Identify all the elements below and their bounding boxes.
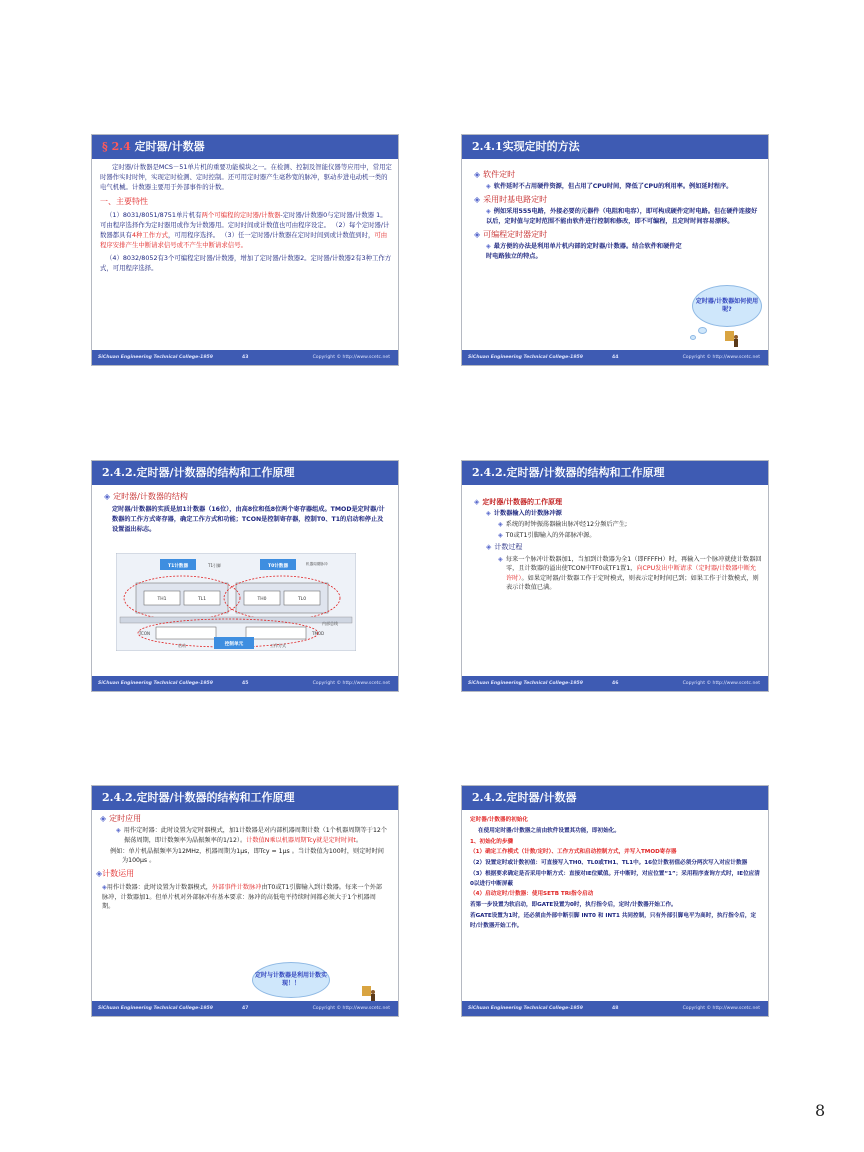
t1-pin-label: T1引脚 (208, 563, 221, 568)
bullet-level2 (116, 826, 392, 845)
bullet-text: 系统的时钟振荡器输出脉冲经12分频后产生; (505, 521, 628, 529)
init-line: （4）启动定时/计数器：使用SETB TRi指令启动 (470, 891, 594, 898)
tl0-label: TL0 (297, 597, 307, 602)
bullet-text: 例如采用555电路，外接必要的元器件（电阻和电容），即可构成硬件定时电路。但在硬件连接好以后，定时值与定时范围不能由软件进行控制和修改，即不可编程，且定时时间容易漂移。 (486, 208, 758, 225)
text-run: 由T0或T1引脚输入到计数器。每来一个外部脉冲，计数器加1。但单片机对外部脉冲有基本要求：脉冲的高低电平持续时间都必须大于1个机器周期。 (102, 884, 383, 911)
bullet-level1 (474, 497, 762, 508)
osc-label: 机器周期脉冲 (306, 562, 328, 566)
init-line: （1）确定工作模式（计数/定时）、工作方式和启动控制方式，并写入TMOD寄存器 (470, 849, 677, 856)
footer-right: Copyright © http://www.scetc.net (682, 681, 760, 686)
diamond-bullet-icon: ◈ (486, 542, 492, 551)
tcon-label: TCON (138, 631, 150, 636)
bus-label: 内部总线 (322, 621, 338, 626)
bullet-level2 (486, 207, 762, 226)
slide-title (92, 135, 398, 159)
diamond-bullet-icon: ◈ (104, 492, 111, 501)
mode-label: 工作方式 (270, 643, 286, 648)
highlight-run: 可由程序安排产生中断请求信号或不产生中断请求信号。 (100, 231, 388, 249)
slide-body (470, 816, 762, 998)
init-line: 在使用定时器/计数器之前由软件设置其功能，即初始化。 (478, 827, 620, 834)
diamond-bullet-icon: ◈ (96, 868, 103, 878)
bullet-text: T0或T1引脚输入的外部脉冲源。 (505, 532, 596, 540)
slide-footer (92, 350, 398, 365)
features-heading: 一、主要特性 (100, 196, 148, 206)
thought-cloud: 定时与计数器是利用计数实现！！ (252, 962, 330, 998)
init-line: 若第一步设置为软启动，即GATE设置为0时，执行指令后，定时/计数器开始工作。 (470, 902, 677, 909)
th0-label: TH0 (257, 597, 267, 602)
thought-bubble-dot (690, 335, 696, 340)
footer-left: SiChuan Engineering Technical College-1959 (468, 1006, 583, 1011)
bullet-text: 采用时基电路定时 (483, 195, 548, 204)
text-run: 。 (355, 837, 363, 844)
slide-body (470, 495, 762, 673)
t0-counter-label: T0计数器 (267, 564, 289, 569)
slide-44 (461, 134, 769, 366)
tmod-label: TMOD (312, 631, 325, 636)
bullet-level2 (486, 182, 762, 192)
footer-left: SiChuan Engineering Technical College-1959 (98, 681, 213, 686)
teacher-icon (725, 331, 739, 347)
bullet-level1 (474, 229, 762, 241)
text-run: 每来一个脉冲计数器加1，当加到计数器为全1（即FFFFH）时，再输入一个脉冲就使计数器回零，且计数器的溢出使TCON中TF0或TF1置1， (505, 555, 762, 573)
slide-number: 48 (612, 1006, 619, 1011)
text-run: -定时器/计数器0与定时器/计数器 1。可由程序选择作为定时器用或作为计数器用。定时时间或计数值也可由程序设定。 （2）每个定时器/计数器都具有 (100, 211, 390, 239)
slide-title-text: 定时器/计数器 (134, 140, 205, 153)
highlight-run: 向CPU发出中断请求（定时器/计数器中断允许时） (506, 565, 757, 582)
slide-footer (92, 1001, 398, 1016)
bullet-text: 软件延时不占用硬件资源，但占用了CPU时间，降低了CPU的利用率。例如延时程序。 (493, 183, 733, 191)
text-run: 。如果定时器/计数器工作于定时模式，则表示定时时间已到；如果工作于计数模式，则表示计数值已满。 (506, 574, 759, 592)
timer-structure-diagram (116, 553, 356, 651)
init-line: （2）设置定时或计数初值：可直接写入TH0、TL0或TH1、TL1中。16位计数初值必须分两次写入对应计数器 (470, 860, 748, 867)
init-line: 定时器/计数器的初始化 (470, 817, 528, 823)
diamond-bullet-icon: ◈ (498, 532, 503, 540)
diamond-bullet-icon: ◈ (474, 229, 481, 239)
text-run: 用作计数器：此时设置为计数器模式， (106, 884, 212, 892)
bullet-text: 软件定时 (483, 170, 516, 179)
slide-43 (91, 134, 399, 366)
bullet-level3 (498, 555, 762, 593)
slide-body (96, 811, 392, 998)
control-unit-label: 控制单元 (224, 642, 244, 647)
bullet-text: 计数运用 (102, 868, 135, 878)
bullet-level1 (100, 813, 392, 825)
footer-left: SiChuan Engineering Technical College-1959 (98, 1006, 213, 1011)
diamond-bullet-icon: ◈ (498, 521, 503, 529)
diamond-bullet-icon: ◈ (498, 555, 503, 563)
bullet-level1 (474, 194, 762, 206)
bullet-text: 定时器/计数器的工作原理 (482, 497, 562, 506)
highlight-run: 4种工作方式 (131, 231, 168, 239)
footer-right: Copyright © http://www.scetc.net (312, 355, 390, 360)
diamond-bullet-icon: ◈ (486, 208, 491, 216)
counter-paragraph (102, 883, 388, 912)
diamond-bullet-icon: ◈ (486, 243, 491, 250)
slide-45 (91, 460, 399, 692)
tl1-label: TL1 (197, 597, 207, 602)
structure-description: 定时器/计数器的实质是加1计数器（16位），由高8位和低8位两个寄存器组成。TMOD是定时器/计数器的工作方式寄存器，确定工作方式和功能；TCON是控制寄存器，控制T0、T1的启动和停止及设置溢出标志。 (112, 506, 385, 533)
bullet-level1 (104, 491, 392, 503)
bullet-text: 定时应用 (109, 814, 142, 823)
th1-label: TH1 (157, 597, 167, 602)
footer-left: SiChuan Engineering Technical College-1959 (468, 681, 583, 686)
bullet-level2 (486, 509, 762, 519)
bullet-level1 (474, 169, 762, 181)
footer-left: SiChuan Engineering Technical College-1959 (98, 355, 213, 360)
slide-number: 47 (242, 1006, 249, 1011)
example-paragraph: 例如：单片机晶振频率为12MHz，机器周期为1μs，即Tcy = 1μs 。当计数值为100时，则定时时间为100μs 。 (110, 847, 384, 865)
slide-number: 43 (242, 355, 249, 360)
footer-right: Copyright © http://www.scetc.net (682, 355, 760, 360)
section-mark: § 2.4 (102, 140, 131, 153)
intro-paragraph: 定时器/计数器是MCS－51单片机的重要功能模块之一。在检测、控制及智能仪器等应用中，常用定时器作实时时钟，实现定时检测、定时控制。还可用定时器产生毫秒宽的脉冲，驱动步进电动机一类的电气机械。计数器主要用于外部事件的计数。 (100, 163, 392, 191)
bullet-level3 (498, 520, 762, 530)
highlight-run: 计数值N乘以机器周期Tcy就是定时时间t (246, 837, 356, 844)
init-line: （3）根据要求确定是否采用中断方式：直接对IE位赋值。开中断时，对应位置“1”；采用程序查询方式时，IE位应清0以进行中断屏蔽 (470, 870, 760, 887)
init-line: 若GATE设置为1时，还必须由外部中断引脚 INT0 和 INT1 共同控制，只有外部引脚电平为高时，执行指令后，定时/计数器开始工作。 (470, 913, 757, 929)
slide-46 (461, 460, 769, 692)
footer-right: Copyright © http://www.scetc.net (682, 1006, 760, 1011)
slide-title: 2.4.2.定时器/计数器的结构和工作原理 (92, 786, 398, 810)
teacher-icon (362, 986, 376, 1002)
diamond-bullet-icon: ◈ (116, 827, 121, 835)
footer-right: Copyright © http://www.scetc.net (312, 1006, 390, 1011)
diamond-bullet-icon: ◈ (100, 814, 107, 823)
slide-number: 44 (612, 355, 619, 360)
slide-footer (92, 676, 398, 691)
slide-48 (461, 785, 769, 1017)
bullet-level2 (486, 542, 762, 553)
slide-body (100, 163, 392, 347)
slide-title: 2.4.2.定时器/计数器 (462, 786, 768, 810)
text-run: （1）8031/8051/8751单片机有 (106, 211, 202, 220)
diamond-bullet-icon: ◈ (474, 170, 481, 179)
bullet-text: 可编程定时器定时 (483, 229, 548, 239)
diamond-bullet-icon: ◈ (474, 195, 481, 204)
page-number: 8 (815, 1101, 826, 1120)
slide-47 (91, 785, 399, 1017)
highlight-run: 两个可编程的定时器/计数器 (201, 211, 281, 220)
slide-footer (462, 1001, 768, 1016)
highlight-run: 外部事件计数脉冲 (211, 884, 262, 892)
bullet-text: 计数器输入的计数脉冲源 (493, 509, 562, 517)
thought-cloud: 定时器/计数器如何使用呢? (692, 285, 762, 327)
bullet-text: 最方便的办法是利用单片机内部的定时器/计数器。结合软件和硬件定时电路独立的特点。 (486, 243, 682, 260)
slide-title: 2.4.2.定时器/计数器的结构和工作原理 (92, 461, 398, 485)
text-run: 用作定时器：此时设置为定时器模式，加1计数器是对内部机器周期计数（1个机器周期等于12个振荡周期，即计数频率为晶振频率的1/12）。 (123, 827, 388, 844)
t1-counter-label: T1计数器 (167, 564, 189, 569)
diamond-bullet-icon: ◈ (486, 509, 491, 517)
slide-title: 2.4.2.定时器/计数器的结构和工作原理 (462, 461, 768, 485)
slide-number: 45 (242, 681, 249, 686)
thought-bubble-dot (698, 327, 707, 334)
init-line: 1、初始化的步骤 (470, 838, 514, 845)
diamond-bullet-icon: ◈ (486, 183, 491, 191)
bullet-level2 (486, 242, 684, 261)
bullet-text: 计数过程 (494, 542, 523, 551)
start-label: 启动 (178, 643, 186, 648)
slide-title: 2.4.1实现定时的方法 (462, 135, 768, 159)
bullet-level3 (498, 531, 762, 541)
slide-footer (462, 350, 768, 365)
features-paragraph-2: （4）8032/8052有3个可编程定时器/计数器，增加了定时器/计数器2。定时器/计数器2有3种工作方式，可用程序选择。 (100, 253, 392, 272)
slide-footer (462, 676, 768, 691)
diamond-bullet-icon: ◈ (102, 884, 107, 892)
diamond-bullet-icon: ◈ (474, 497, 480, 506)
footer-right: Copyright © http://www.scetc.net (312, 681, 390, 686)
bullet-level1 (96, 868, 392, 880)
slide-number: 46 (612, 681, 619, 686)
footer-left: SiChuan Engineering Technical College-1959 (468, 355, 583, 360)
features-paragraph (100, 211, 392, 251)
bullet-text: 定时器/计数器的结构 (113, 492, 188, 501)
text-run: ，可用程序选择。 （3）任一定时器/计数器在定时时间到或计数值到时， (167, 231, 375, 239)
